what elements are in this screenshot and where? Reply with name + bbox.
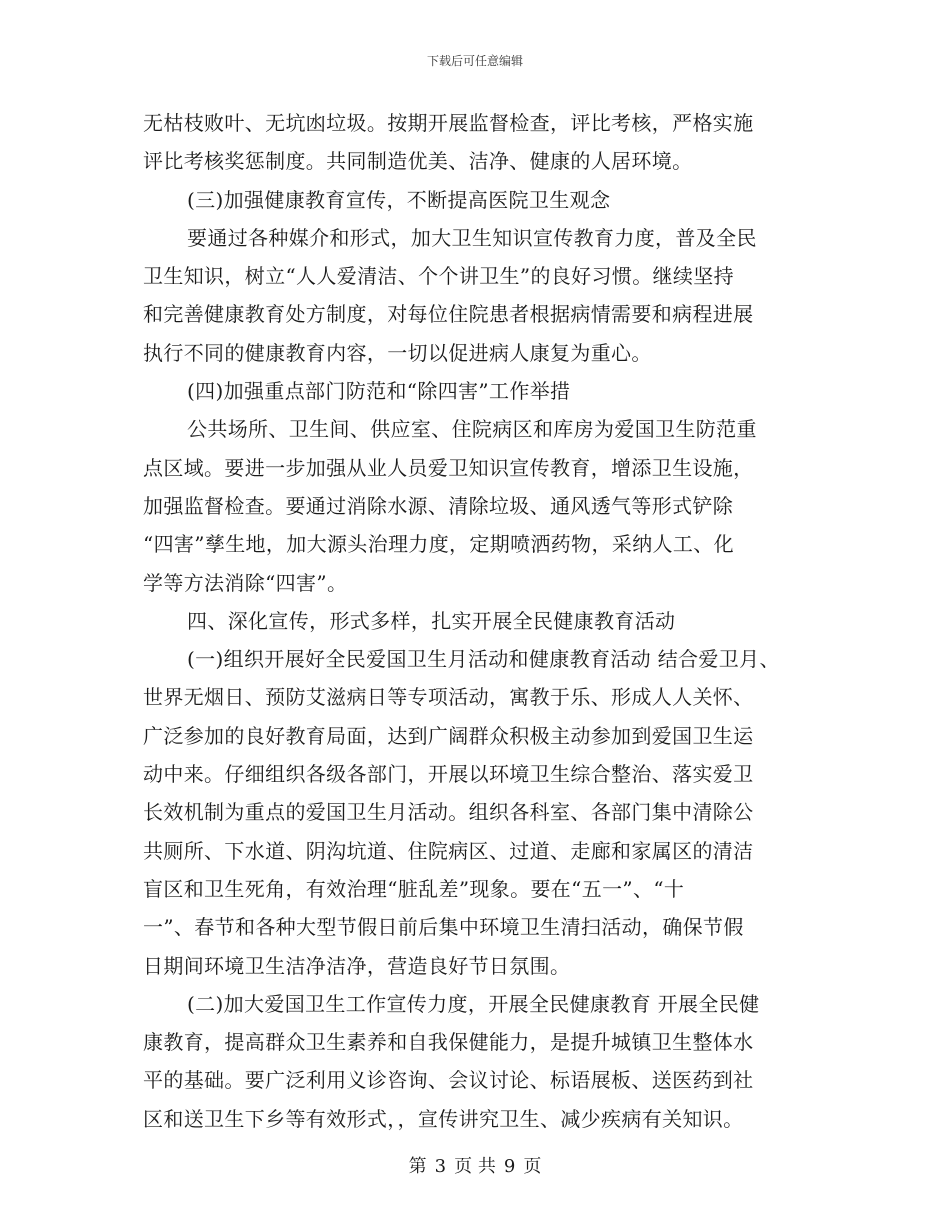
body-line: 评比考核奖惩制度。共同制造优美、洁净、健康的人居环境。 bbox=[143, 149, 693, 174]
body-line: 区和送卫生下乡等有效形式，，宣传讲究卫生、减少疾病有关知识。 bbox=[143, 1106, 744, 1131]
total-page-count: 9 bbox=[503, 1156, 516, 1177]
footer-prefix: 第 bbox=[408, 1156, 427, 1177]
section-heading: (一)组织开展好全民爱国卫生月活动和健康教育活动 结合爱卫月、 bbox=[187, 647, 780, 672]
body-line: 卫生知识，树立“人人爱清洁、个个讲卫生”的良好习惯。继续坚持 bbox=[143, 264, 734, 289]
paragraph-start: 公共场所、卫生间、供应室、住院病区和库房为爱国卫生防范重 bbox=[187, 417, 757, 442]
chapter-heading: 四、深化宣传，形式多样，扎实开展全民健康教育活动 bbox=[187, 608, 676, 633]
body-line: 平的基础。要广泛利用义诊咨询、会议讨论、标语展板、送医药到社 bbox=[143, 1068, 754, 1093]
section-heading: (二)加大爱国卫生工作宣传力度，开展全民健康教育 开展全民健 bbox=[187, 991, 760, 1016]
footer-suffix: 页 bbox=[523, 1156, 542, 1177]
footer-middle: 页 共 bbox=[454, 1156, 496, 1177]
body-line: 加强监督检查。要通过消除水源、清除垃圾、通风透气等形式铲除 bbox=[143, 493, 734, 518]
page-footer bbox=[0, 1152, 950, 1178]
body-line: 广泛参加的良好教育局面，达到广阔群众积极主动参加到爱国卫生运 bbox=[143, 723, 754, 748]
body-line: 一”、春节和各种大型节假日前后集中环境卫生清扫活动，确保节假 bbox=[143, 915, 744, 940]
page-header: 下载后可任意编辑 bbox=[426, 54, 523, 68]
body-line: 共厕所、下水道、阴沟坑道、住院病区、过道、走廊和家属区的清洁 bbox=[143, 838, 754, 863]
current-page-number: 3 bbox=[434, 1156, 447, 1177]
body-line: 盲区和卫生死角，有效治理“脏乱差”现象。要在“五一”、“十 bbox=[143, 876, 685, 901]
section-heading: (三)加强健康教育宣传，不断提高医院卫生观念 bbox=[187, 187, 611, 212]
body-line: 执行不同的健康教育内容，一切以促进病人康复为重心。 bbox=[143, 340, 652, 365]
body-line: 长效机制为重点的爱国卫生月活动。组织各科室、各部门集中清除公 bbox=[143, 800, 754, 825]
body-line: 学等方法消除“四害”。 bbox=[143, 570, 348, 595]
body-line: “四害”孳生地，加大源头治理力度，定期喷洒药物，采纳人工、化 bbox=[143, 532, 734, 557]
body-line: 点区域。要进一步加强从业人员爱卫知识宣传教育，增添卫生设施， bbox=[143, 455, 754, 480]
body-line: 无枯枝败叶、无坑凼垃圾。按期开展监督检查，评比考核，严格实施 bbox=[143, 111, 754, 135]
body-line: 动中来。仔细组织各级各部门，开展以环境卫生综合整治、落实爱卫 bbox=[143, 762, 754, 787]
body-line: 康教育，提高群众卫生素养和自我保健能力，是提升城镇卫生整体水 bbox=[143, 1030, 754, 1055]
document-body bbox=[143, 104, 823, 1138]
body-line: 和完善健康教育处方制度，对每位住院患者根据病情需要和病程进展 bbox=[143, 302, 754, 327]
section-heading: (四)加强重点部门防范和“除四害”工作举措 bbox=[187, 379, 571, 404]
body-line: 日期间环境卫生洁净洁净，营造良好节日氛围。 bbox=[143, 953, 571, 978]
body-line: 世界无烟日、预防艾滋病日等专项活动，寓教于乐、形成人人关怀、 bbox=[143, 685, 754, 710]
paragraph-start: 要通过各种媒介和形式，加大卫生知识宣传教育力度，普及全民 bbox=[187, 225, 757, 250]
